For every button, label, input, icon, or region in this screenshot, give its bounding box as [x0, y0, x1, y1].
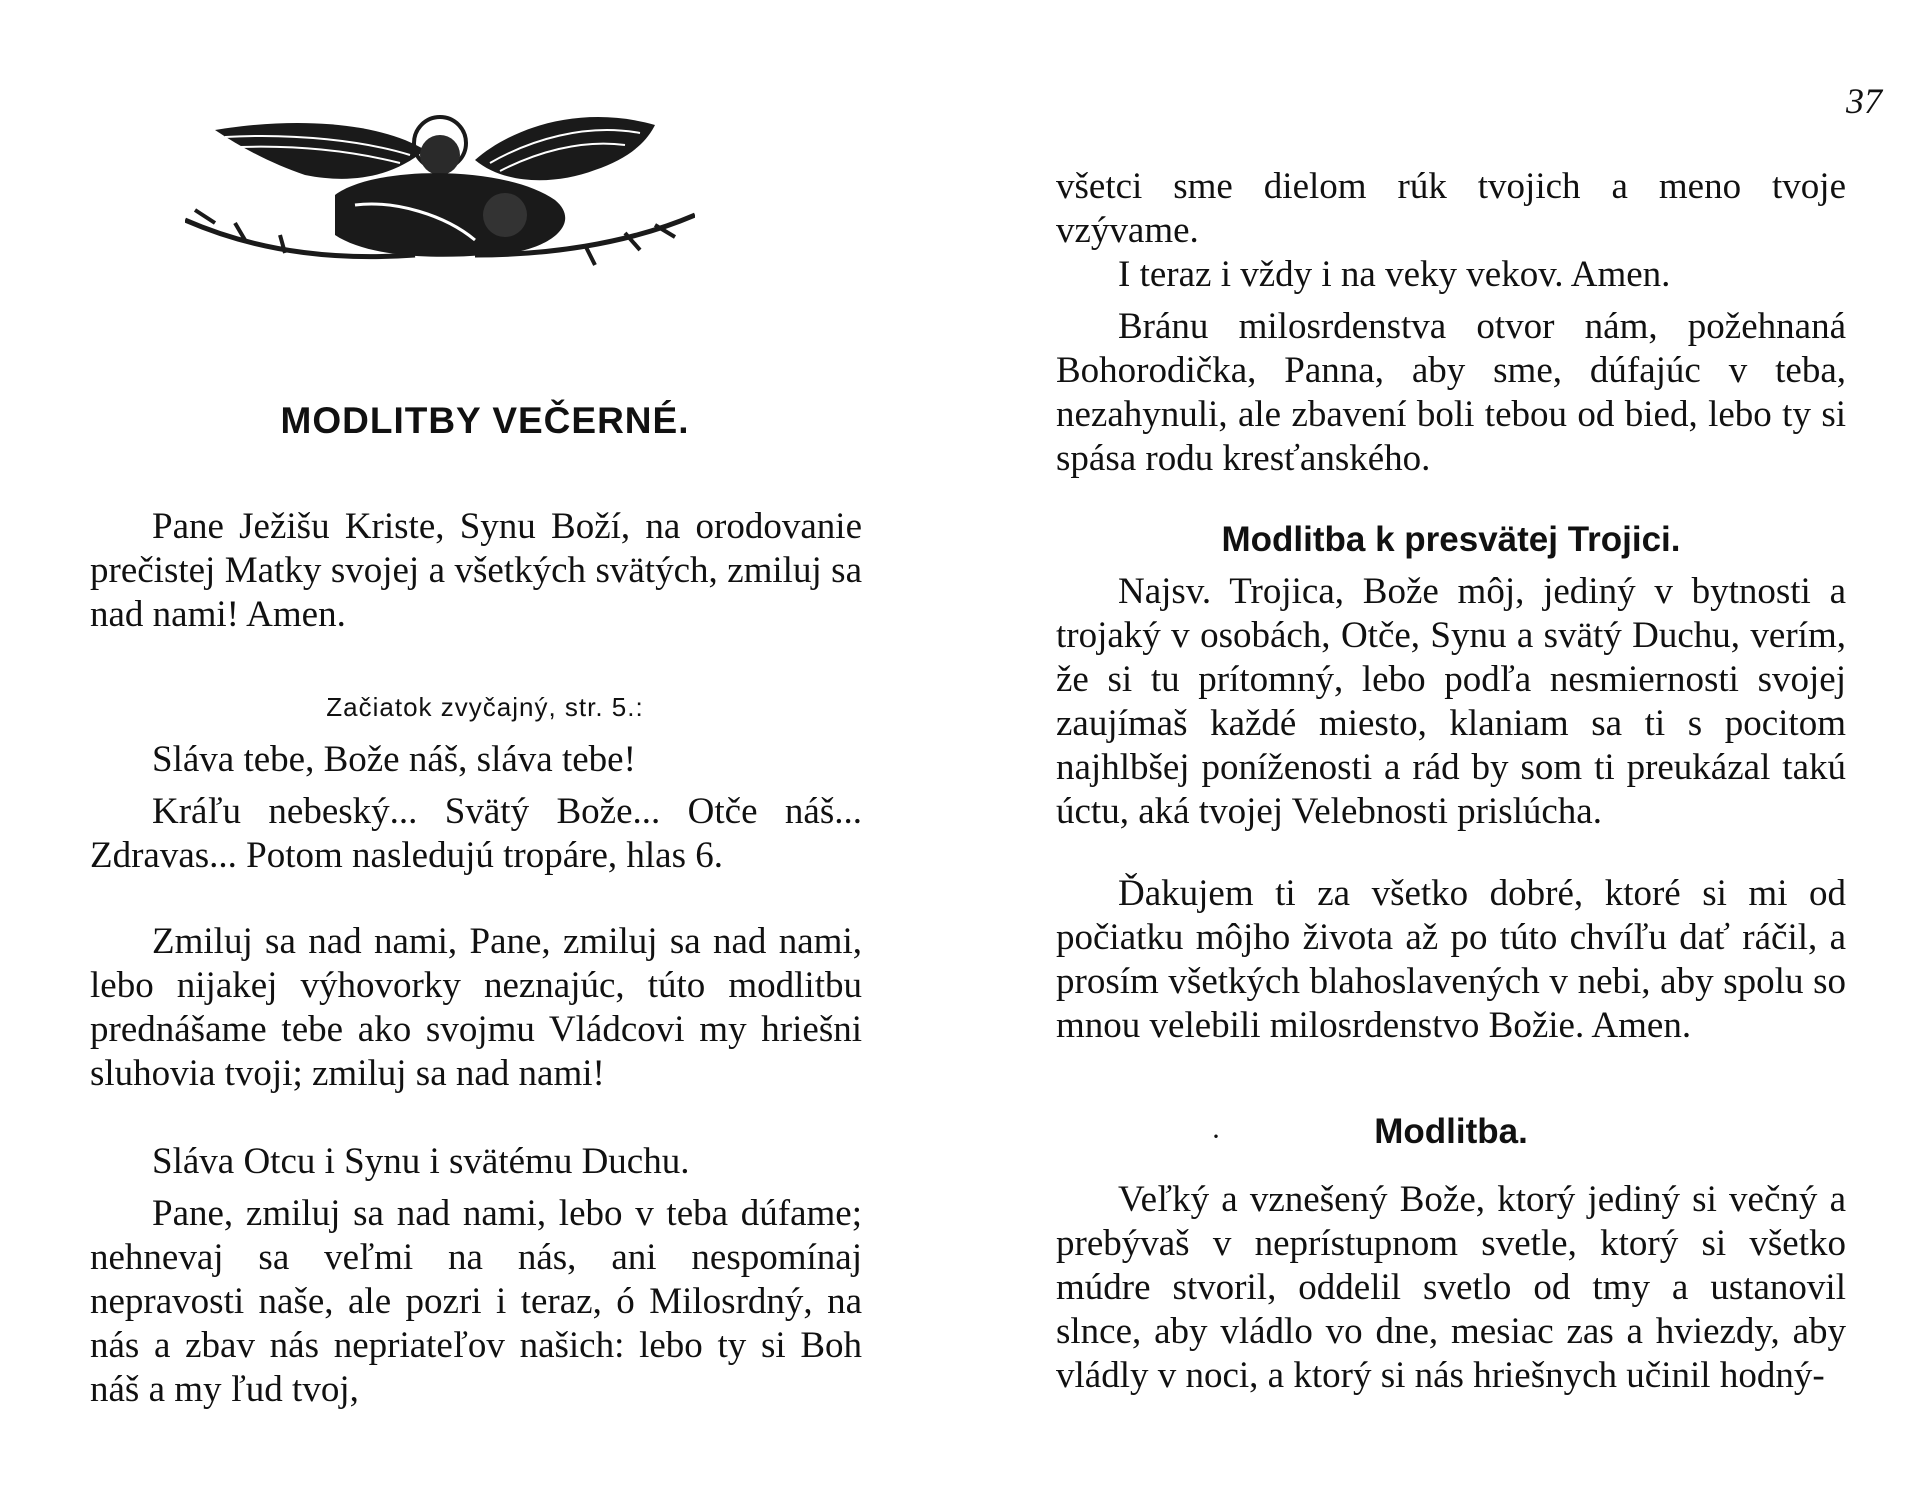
section-heading: Modlitba k presvätej Trojici. — [1221, 520, 1681, 559]
prayer-paragraph: Pane Ježišu Kriste, Synu Boží, na orodovanie prečistej Matky svojej a všetkých svätých, zmiluj sa nad nami! Amen. — [90, 506, 862, 635]
prayer-paragraph: Sláva Otcu i Synu i svätému Duchu. — [152, 1141, 690, 1182]
prayer-paragraph: Bránu milosrdenstva otvor nám, požehnaná Bohorodička, Panna, aby sme, dúfajúc v teba, nezahynuli, ale zbavení boli tebou od bied, lebo ty si spása rodu kresťanského. — [1056, 306, 1846, 479]
prayer-paragraph: Najsv. Trojica, Bože môj, jediný v bytnosti a trojaký v osobách, Otče, Synu a svätý Duchu, verím, že si tu prítomný, lebo podľa nesmiernosti svojej zaujímaš každé miesto, klaniam sa ti s pocitom najhlbšej poníženosti a rád by som ti preukázal takú úctu, aká tvojej Velebnosti prislúcha. — [1056, 571, 1846, 832]
prayer-paragraph: Sláva tebe, Bože náš, sláva tebe! — [152, 739, 636, 780]
prayer-paragraph: Veľký a vznešený Bože, ktorý jediný si večný a prebývaš v neprístupnom svetle, ktorý si všetko múdre stvoril, oddelil svetlo od tmy a ustanovil slnce, aby vládlo vo dne, mesiac zas a hviezdy, aby vládly v noci, a ktorý si nás hriešnych učinil hodný- — [1056, 1179, 1846, 1396]
rubric-note: Začiatok zvyčajný, str. 5.: — [326, 692, 644, 722]
prayer-paragraph: Zmiluj sa nad nami, Pane, zmiluj sa nad nami, lebo nijakej výhovorky neznajúc, túto modlitbu prednášame tebe ako svojmu Vládcovi my hriešni sluhovia tvoji; zmiluj sa nad nami! — [90, 921, 862, 1094]
prayer-paragraph: Ďakujem ti za všetko dobré, ktoré si mi od počiatku môjho života až po túto chvíľu dať ráčil, a prosím všetkých blahoslavených v nebi, aby spolu so mnou velebili milosrdenstvo Božie. Amen. — [1056, 873, 1846, 1046]
page-title: MODLITBY VEČERNÉ. — [280, 400, 690, 441]
page-number: 37 — [1846, 81, 1882, 121]
prayer-paragraph: Pane, zmiluj sa nad nami, lebo v teba dúfame; nehnevaj sa veľmi na nás, ani nespomínaj nepravosti naše, ale pozri i teraz, ó Milosrdný, na nás a zbav nás nepriateľov našich: lebo ty si Boh náš a my ľud tvoj, — [90, 1193, 862, 1410]
right-page — [956, 0, 1912, 1500]
prayer-paragraph: Kráľu nebeský... Svätý Bože... Otče náš... Zdravas... Potom nasledujú tropáre, hlas 6. — [90, 791, 862, 876]
section-heading: Modlitba. — [1374, 1112, 1528, 1151]
angel-ornament-icon — [185, 105, 695, 290]
print-speck: · — [1211, 1120, 1221, 1153]
prayer-paragraph: I teraz i vždy i na veky vekov. Amen. — [1118, 254, 1671, 295]
prayer-paragraph: všetci sme dielom rúk tvojich a meno tvoje vzývame. — [1056, 166, 1846, 251]
